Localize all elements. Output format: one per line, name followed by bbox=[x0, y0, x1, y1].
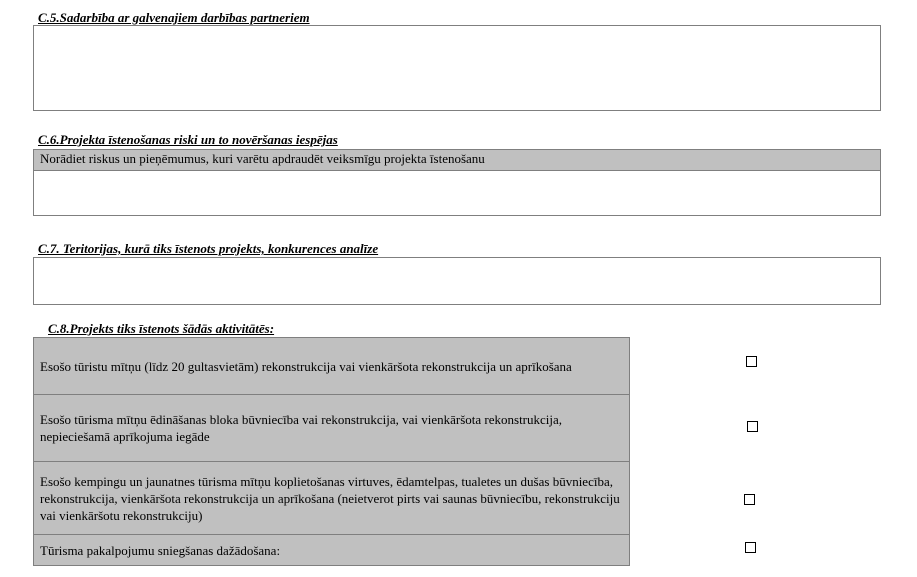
activity-row bbox=[33, 534, 630, 566]
c8-heading: C.8.Projekts tiks īstenots šādās aktivitātēs: bbox=[48, 321, 275, 336]
activity-row bbox=[33, 337, 630, 395]
activity-checkbox[interactable] bbox=[747, 421, 758, 432]
activity-label: Tūrisma pakalpojumu sniegšanas dažādošana: bbox=[40, 542, 281, 558]
activity-row bbox=[33, 394, 630, 462]
activity-checkbox[interactable] bbox=[744, 494, 755, 505]
activity-label: Esošo kempingu un jaunatnes tūrisma mītņu koplietošanas virtuves, ēdamtelpas, tualetes un dušas būvniecība, rekonstrukcija, vienkāršota rekonstrukcija un aprīkošana (neietverot pirts vai saunas būvniecību, rekonstrukciju vai vienkāršotu rekonstrukciju) bbox=[40, 473, 620, 523]
c7-answer-box[interactable] bbox=[33, 257, 881, 305]
c5-heading: C.5.Sadarbība ar galvenajiem darbības partneriem bbox=[38, 10, 310, 25]
c7-heading: C.7. Teritorijas, kurā tiks īstenots projekts, konkurences analīze bbox=[38, 241, 379, 256]
activity-checkbox[interactable] bbox=[745, 542, 756, 553]
activity-label: Esošo tūristu mītņu (līdz 20 gultasvietām) rekonstrukcija vai vienkāršota rekonstrukcija un aprīkošana bbox=[40, 358, 572, 374]
c6-answer-box[interactable] bbox=[33, 170, 881, 216]
c6-heading: C.6.Projekta īstenošanas riski un to novēršanas iespējas bbox=[38, 132, 338, 147]
c5-answer-box[interactable] bbox=[33, 25, 881, 111]
activity-checkbox[interactable] bbox=[746, 356, 757, 367]
activity-label: Esošo tūrisma mītņu ēdināšanas bloka būvniecība vai rekonstrukcija, vai vienkāršota rekonstrukcija, nepieciešamā aprīkojuma iegāde bbox=[40, 412, 563, 444]
activity-row bbox=[33, 461, 630, 535]
c6-instruction: Norādiet riskus un pieņēmumus, kuri varētu apdraudēt veiksmīgu projekta īstenošanu bbox=[33, 149, 881, 171]
